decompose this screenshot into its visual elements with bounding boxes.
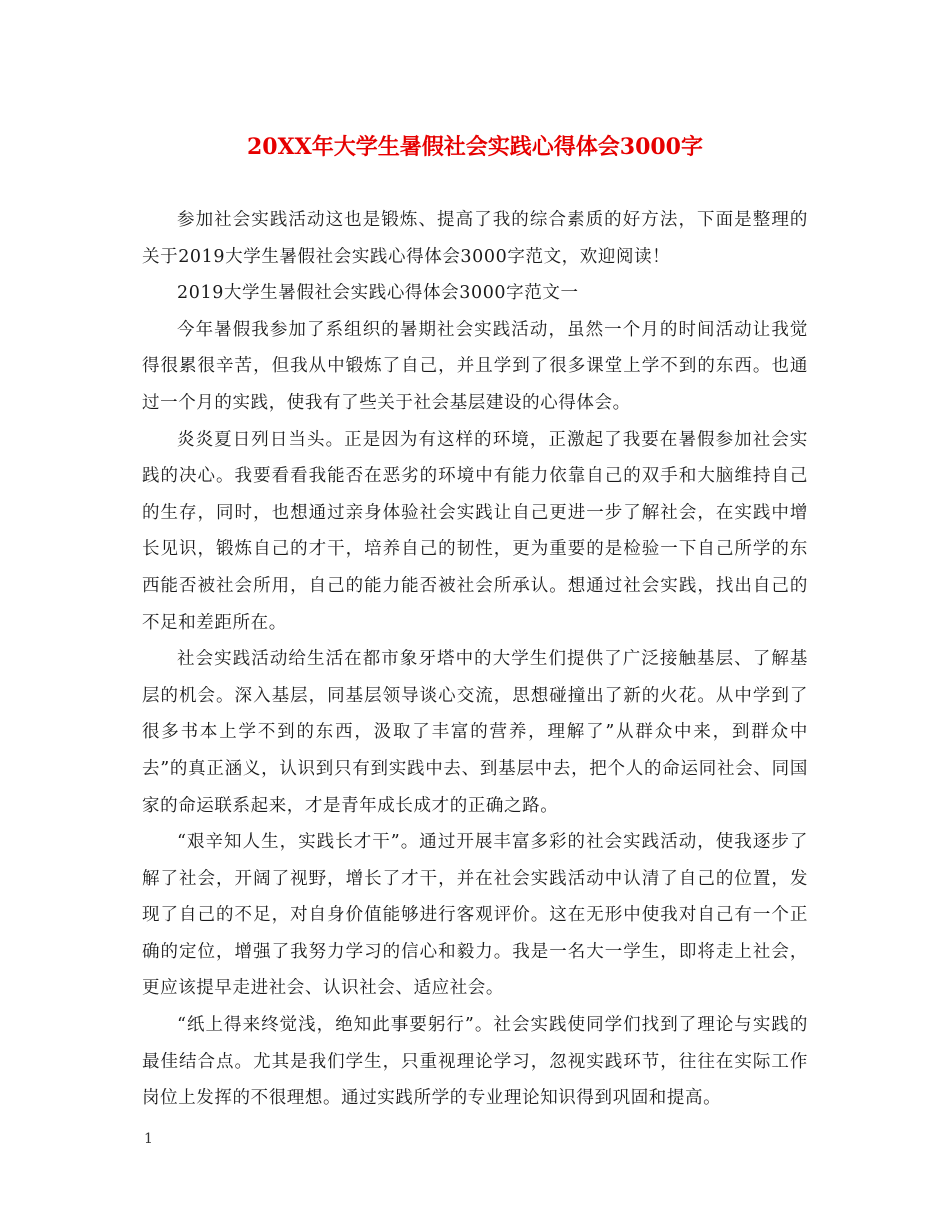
document-title: 20XX年大学生暑假社会实践心得体会3000字 [247,134,703,160]
page-number: 1 [144,1131,153,1147]
paragraph: 社会实践活动给生活在都市象牙塔中的大学生们提供了广泛接触基层、了解基层的机会。深入基层，同基层领导谈心交流，思想碰撞出了新的火花。从中学到了很多书本上学不到的东西，汲取了丰富的营养，理解了”从群众中来，到群众中去”的真正涵义，认识到只有到实践中去、到基层中去，把个人的命运同社会、同国家的命运联系起来，才是青年成长成才的正确之路。 [142,649,808,816]
paragraph: 今年暑假我参加了系组织的暑期社会实践活动，虽然一个月的时间活动让我觉得很累很辛苦，但我从中锻炼了自己，并且学到了很多课堂上学不到的东西。也通过一个月的实践，使我有了些关于社会基层建设的心得体会。 [142,319,808,413]
paragraph: “艰辛知人生，实践长才干”。通过开展丰富多彩的社会实践活动，使我逐步了解了社会，开阔了视野，增长了才干，并在社会实践活动中认清了自己的位置，发现了自己的不足，对自身价值能够进行客观评价。这在无形中使我对自己有一个正确的定位，增强了我努力学习的信心和毅力。我是一名大一学生，即将走上社会，更应该提早走进社会、认识社会、适应社会。 [142,832,808,999]
paragraph: “纸上得来终觉浅，绝知此事要躬行”。社会实践使同学们找到了理论与实践的最佳结合点。尤其是我们学生，只重视理论学习，忽视实践环节，往往在实际工作岗位上发挥的不很理想。通过实践所学的专业理论知识得到巩固和提高。 [142,1015,808,1109]
paragraph-intro: 参加社会实践活动这也是锻炼、提高了我的综合素质的好方法，下面是整理的关于2019大学生暑假社会实践心得体会3000字范文，欢迎阅读！ [142,210,808,267]
paragraph-section-heading: 2019大学生暑假社会实践心得体会3000字范文一 [177,283,579,304]
paragraph: 炎炎夏日列日当头。正是因为有这样的环境，正激起了我要在暑假参加社会实践的决心。我要看看我能否在恶劣的环境中有能力依靠自己的双手和大脑维持自己的生存，同时，也想通过亲身体验社会实践让自己更进一步了解社会，在实践中增长见识，锻炼自己的才干，培养自己的韧性，更为重要的是检验一下自己所学的东西能否被社会所用，自己的能力能否被社会所承认。想通过社会实践，找出自己的不足和差距所在。 [142,429,808,633]
document-body [142,202,808,1117]
